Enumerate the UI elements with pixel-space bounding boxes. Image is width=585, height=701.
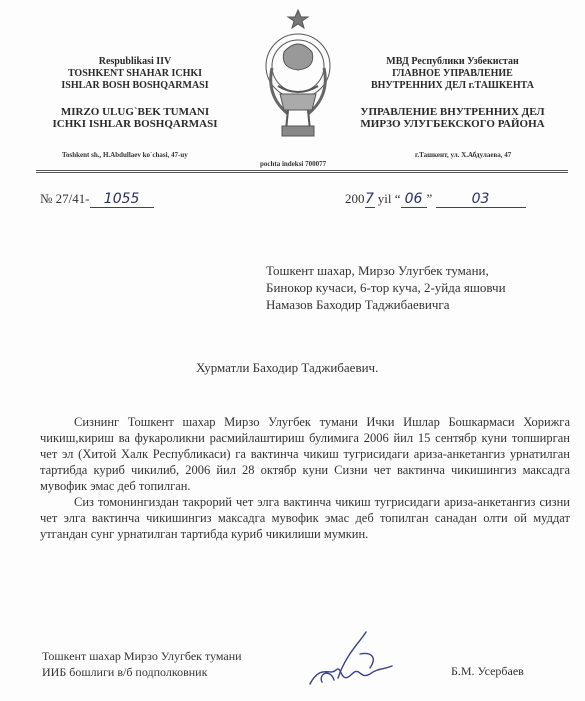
date-month: 03 [436,191,526,208]
signer-name: Б.М. Усербаев [451,664,524,678]
reg-number-handwritten: 1055 [90,191,154,208]
signatory-line2: ИИБ бошлиги в/б подполковник [42,665,208,679]
letter-body [40,414,570,542]
salutation: Хурматли Баходир Таджибаевич. [196,360,379,375]
header-right-line5: МИРЗО УЛУГБЕКСКОГО РАЙОНА [360,118,545,130]
header-left-line2: TOSHKENT SHAHAR ICHKI [67,68,203,79]
header-right [345,56,560,130]
header-divider-second [36,172,568,173]
registration-number [40,191,154,208]
date-year-prefix: 200 [345,191,365,206]
postal-index: pochta indeksi 700077 [260,160,327,168]
header-right-line4: УПРАВЛЕНИЕ ВНУТРЕННИХ ДЕЛ [360,106,545,118]
body-paragraph-2: Сиз томонингиздан такрорий чет элга вактинча чикиш тугрисидаги ариза-анкетангиз сизни чет элга вактинча чикишингиз максадга мувофик эмас деб топилган санадан олти ой муддат утгандан сунг урнатилган тартибда куриб чикилиши мумкин. [40,495,570,541]
handwritten-signature-icon [300,624,410,696]
address-right: г.Ташкент, ул. Х.Абдулаева, 47 [415,151,512,159]
reg-number-prefix: № 27/41- [40,191,90,206]
header-left-line5: ICHKI ISHLAR BOSHQARMASI [52,118,218,130]
recipient-line1: Тошкент шахар, Мирзо Улугбек тумани, [266,263,489,278]
header-right-line2: ГЛАВНОЕ УПРАВЛЕНИЕ [392,68,513,79]
signatory-line1: Тошкент шахар Мирзо Улугбек тумани [42,649,242,663]
body-paragraph-1: Сизнинг Тошкент шахар Мирзо Улугбек тумани Ички Ишлар Бошкармаси Хорижга чикиш,кириш ва фукароликни расмийлаштириш булимига 2006 йил 15 сентябр куни топширган чет эл (Хитой Халк Республикаси) га вактинча чикиш тугрисидаги ариза-анкетангиз урнатилган тартибда куриб чикилиб, 2006 йил 28 октябр куни Сизни чет вактинча чикишингиз максадга мувофик эмас деб топилган. [40,415,570,493]
header-divider [36,170,568,171]
date-day: 06 [401,191,427,208]
header-right-line1: МВД Республики Узбекистан [386,56,519,67]
header-left-line3: ISHLAR BOSH BOSHQARMASI [61,80,209,91]
registration-date [345,191,526,208]
header-left-line4: MIRZO ULUG`BEK TUMANI [60,106,210,118]
header-left [30,56,240,130]
date-year-word: yil “ [377,191,401,206]
recipient-line2: Бинокор кучаси, 6-тор куча, 2-уйда яшовчи [266,280,506,295]
header-left-line1: Respublikasi IIV [98,56,172,67]
header-right-line3: ВНУТРЕННИХ ДЕЛ г.ТАШКЕНТА [370,80,535,91]
state-emblem-icon [258,6,338,142]
recipient-address [266,262,506,313]
recipient-line3: Намазов Баходир Таджибаевичга [266,297,450,312]
signature-block [42,648,242,680]
address-left: Toshkent sh., H.Abdullaev ko`chasi, 47-uy [62,151,188,159]
date-year-digit: 7 [365,191,374,207]
date-quote-close: ” [426,191,433,206]
